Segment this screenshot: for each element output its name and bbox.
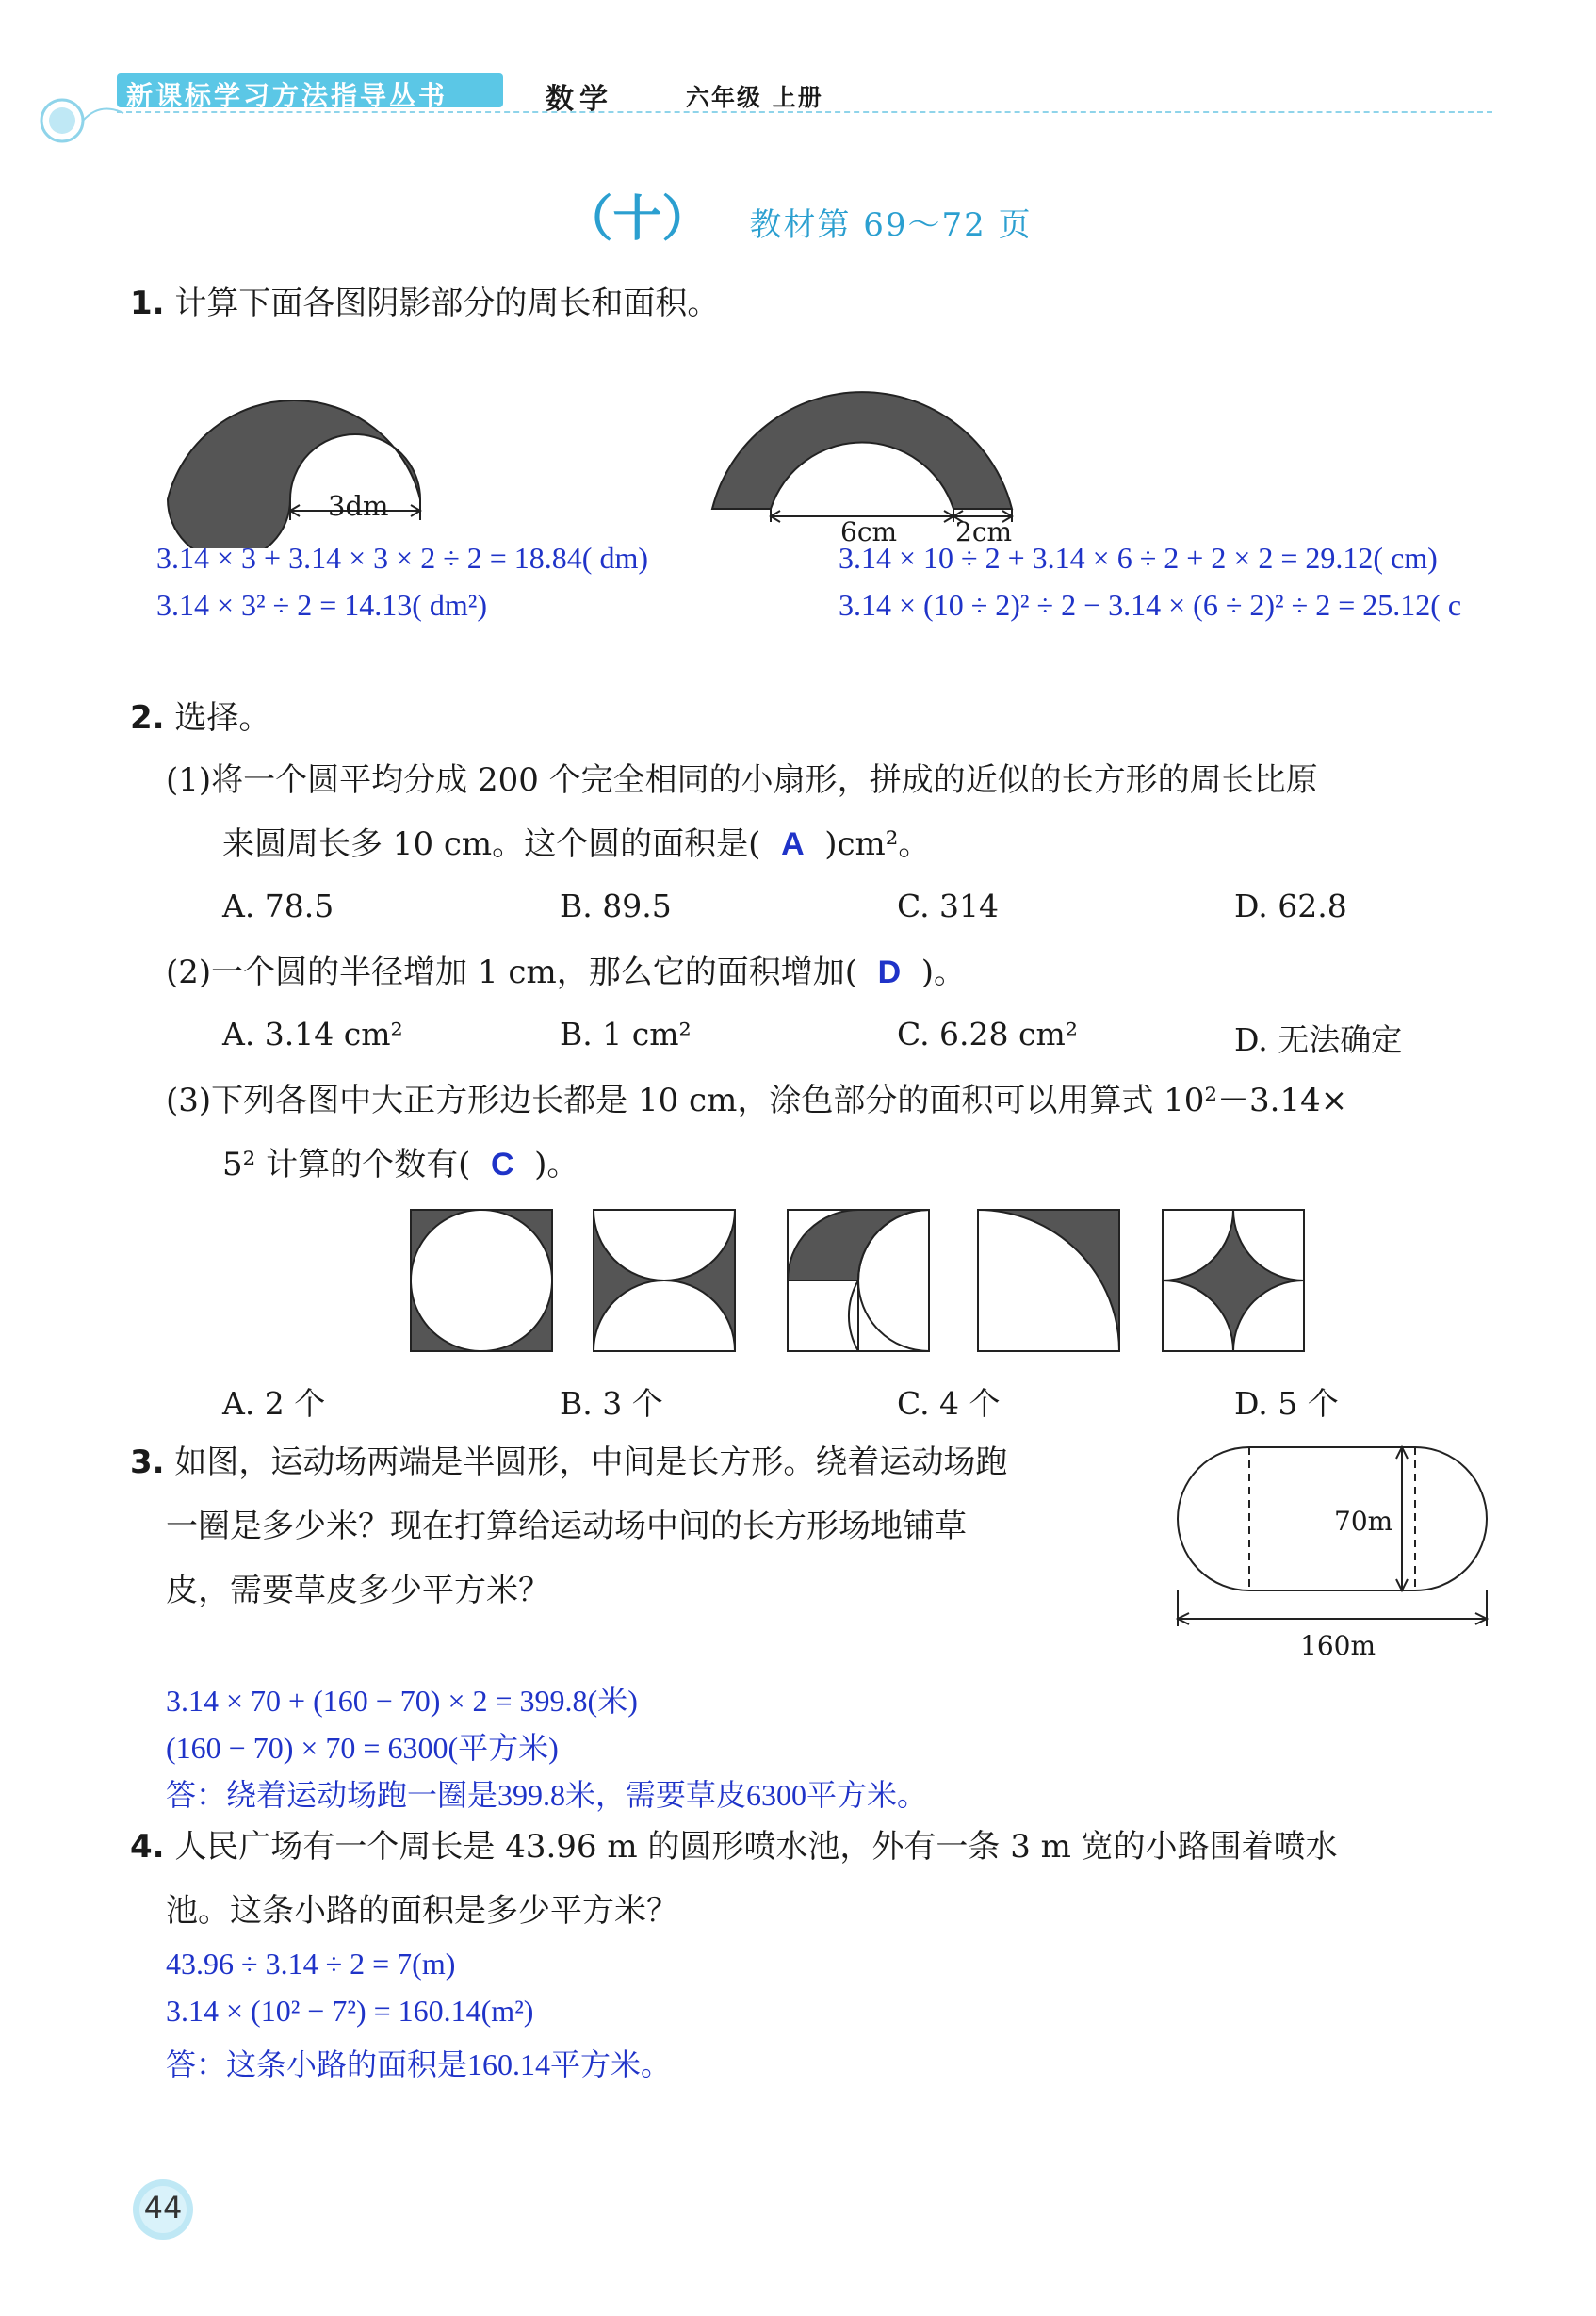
square-5: [1163, 1210, 1304, 1351]
q2-s3-option-c: C. 4 个: [897, 1385, 1001, 1422]
section-pages: 教材第 69～72 页: [749, 206, 1033, 244]
sub-text: (2)一个圆的半径增加 1 cm，那么它的面积增加(: [166, 954, 857, 991]
answer-fill: C: [490, 1147, 514, 1182]
page-number: 44: [143, 2190, 183, 2226]
question-text: 如图，运动场两端是半圆形，中间是长方形。绕着运动场跑: [174, 1443, 1008, 1481]
q3-line2: 一圈是多少米？现在打算给运动场中间的长方形场地铺草: [166, 1508, 967, 1545]
sub-text: 来圆周长多 10 cm。这个圆的面积是(: [222, 825, 761, 863]
square-1: [411, 1210, 552, 1351]
question-text: 人民广场有一个周长是 43.96 m 的圆形喷水池，外有一条 3 m 宽的小路围着喷水: [174, 1828, 1338, 1866]
page-header: [117, 70, 1492, 116]
q3-line3: 皮，需要草皮多少平方米？: [166, 1572, 550, 1609]
q2-s3-option-d: D. 5 个: [1234, 1385, 1339, 1422]
sub-text: )cm²。: [824, 825, 931, 863]
q4-answer-3: 答：这条小路的面积是160.14平方米。: [166, 2047, 672, 2081]
q3-answer-3: 答：绕着运动场跑一圈是399.8米，需要草皮6300平方米。: [166, 1778, 928, 1812]
q4-answer-2: 3.14 × (10² − 7²) = 160.14(m²): [166, 1994, 534, 2028]
square-2: [594, 1210, 735, 1351]
q1-answer-2b: 3.14 × (10 ÷ 2)² ÷ 2 − 3.14 × (6 ÷ 2)² ÷ 2 = 25.12( c: [839, 588, 1462, 622]
page-number-badge: [130, 2177, 196, 2243]
q2-sub2: [166, 952, 966, 995]
q3-answer-1: 3.14 × 70 + (160 − 70) × 2 = 399.8(米): [166, 1684, 638, 1718]
q2-s3-option-a: A. 2 个: [222, 1385, 326, 1422]
question-number: 2.: [130, 699, 165, 737]
q2-sub1-line1: (1)将一个圆平均分成 200 个完全相同的小扇形，拼成的近似的长方形的周长比原: [166, 761, 1318, 799]
q3-track-figure: [1168, 1438, 1498, 1645]
question-1: [130, 283, 719, 326]
question-text: 选择。: [174, 699, 271, 737]
question-number: 4.: [130, 1828, 165, 1866]
q4-line2: 池。这条小路的面积是多少平方米？: [166, 1892, 678, 1930]
question-2: [130, 697, 270, 741]
question-text: 计算下面各图阴影部分的周长和面积。: [174, 285, 720, 322]
question-4: [130, 1826, 1338, 1869]
q4-answer-1: 43.96 ÷ 3.14 ÷ 2 = 7(m): [166, 1947, 456, 1981]
section-heading: [0, 179, 1596, 250]
q2-squares-figure: [409, 1208, 1370, 1359]
q1-answer-2a: 3.14 × 10 ÷ 2 + 3.14 × 6 ÷ 2 + 2 × 2 = 29.12( cm): [839, 541, 1438, 575]
sub-text: )。: [534, 1146, 579, 1183]
q2-sub3-line1: (3)下列各图中大正方形边长都是 10 cm，涂色部分的面积可以用算式 10²－3.14×: [166, 1082, 1348, 1119]
q2-s2-option-a: A. 3.14 cm²: [222, 1016, 403, 1052]
q2-s2-option-c: C. 6.28 cm²: [897, 1016, 1079, 1052]
q2-s1-option-b: B. 89.5: [560, 888, 672, 924]
q1-figure-1: [158, 369, 441, 548]
question-number: 1.: [130, 285, 165, 322]
q2-s1-option-c: C. 314: [897, 888, 1000, 924]
q2-s1-option-d: D. 62.8: [1234, 888, 1347, 924]
q2-s3-option-b: B. 3 个: [560, 1385, 663, 1422]
q2-s2-option-d: D. 无法确定: [1234, 1021, 1403, 1058]
square-4: [978, 1210, 1119, 1351]
sub-text: 5² 计算的个数有(: [222, 1146, 471, 1183]
series-title: 新课标学习方法指导丛书: [126, 80, 448, 111]
q1-fig1-label: 3dm: [328, 490, 389, 522]
q3-width-label: 160m: [1300, 1630, 1376, 1661]
question-number: 3.: [130, 1443, 165, 1481]
sub-text: )。: [920, 954, 967, 991]
q1-fig2-label-b: 2cm: [955, 516, 1013, 547]
q1-answer-1a: 3.14 × 3 + 3.14 × 3 × 2 ÷ 2 = 18.84( dm): [156, 541, 648, 575]
header-ornament-icon: [34, 92, 128, 149]
q2-s1-option-a: A. 78.5: [222, 888, 334, 924]
q2-sub3-line2: [222, 1144, 578, 1187]
subject-label: 数学: [546, 83, 613, 116]
q2-sub1-line2: [222, 824, 930, 867]
grade-label: 六年级 上册: [686, 84, 823, 111]
section-number: （十）: [563, 191, 711, 248]
answer-fill: D: [877, 954, 902, 990]
q3-answer-2: (160 − 70) × 70 = 6300(平方米): [166, 1731, 559, 1765]
q2-s2-option-b: B. 1 cm²: [560, 1016, 692, 1052]
question-3: [130, 1442, 1007, 1485]
q1-fig2-label-a: 6cm: [840, 516, 898, 547]
answer-fill: A: [781, 826, 805, 862]
square-3: [788, 1210, 929, 1351]
header-divider: [117, 111, 1492, 113]
q3-height-label: 70m: [1334, 1506, 1393, 1537]
q1-answer-1b: 3.14 × 3² ÷ 2 = 14.13( dm²): [156, 588, 488, 622]
